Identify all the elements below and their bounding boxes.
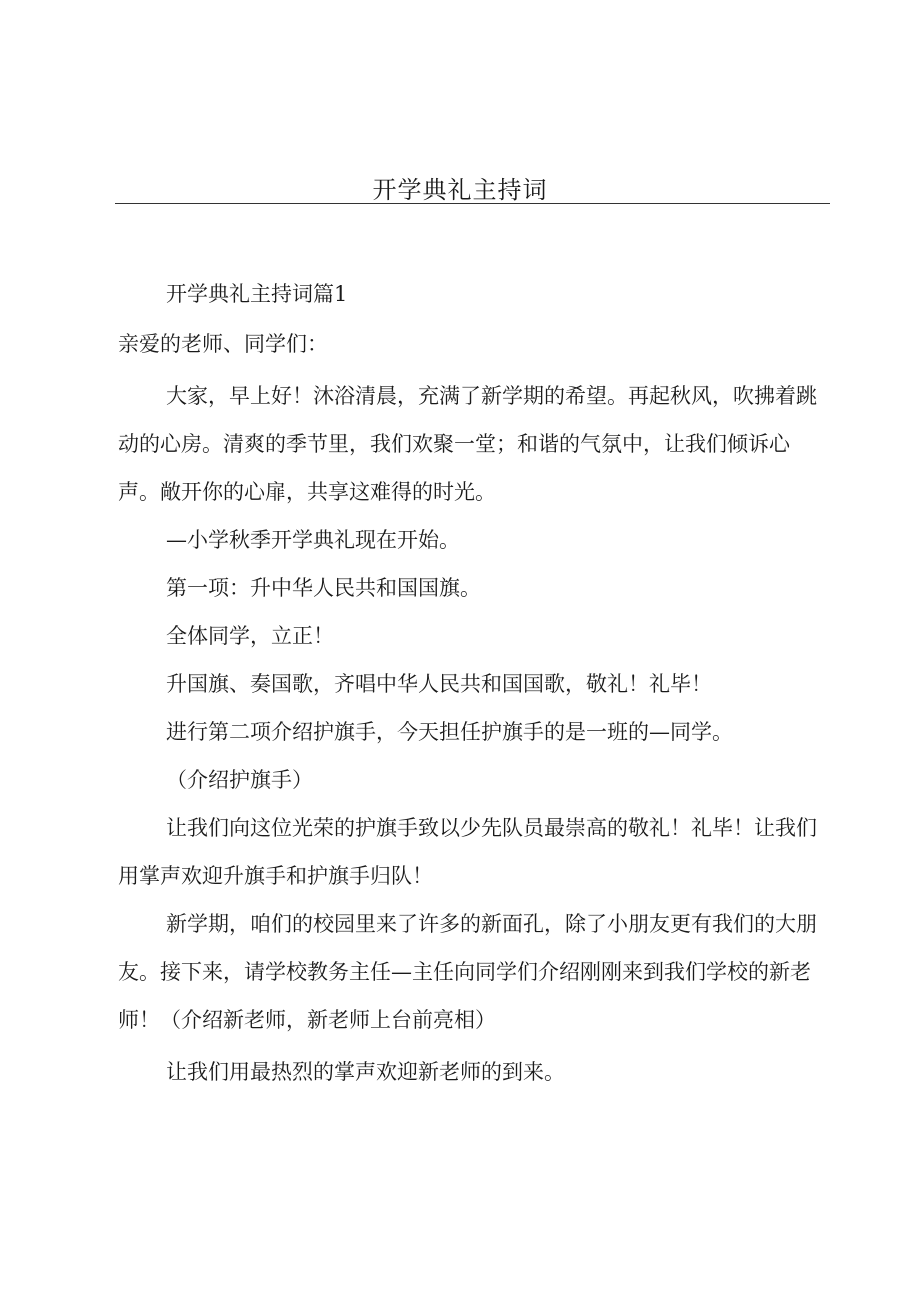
paragraph: 全体同学，立正！	[166, 624, 334, 648]
paragraph: 升国旗、奏国歌，齐唱中华人民共和国国歌，敬礼！礼毕！	[166, 672, 712, 696]
document-body	[118, 270, 830, 1096]
document-title: 开学典礼主持词	[372, 176, 548, 204]
salutation: 亲爱的老师、同学们：	[118, 332, 328, 356]
paragraph: （介绍护旗手）	[166, 768, 313, 792]
paragraph: 新学期，咱们的校园里来了许多的新面孔，除了小朋友更有我们的大朋友。接下来，请学校教务主任—主任向同学们介绍刚刚来到我们学校的新老师！（介绍新老师，新老师上台前亮相）	[118, 912, 817, 1032]
paragraph: 让我们向这位光荣的护旗手致以少先队员最崇高的敬礼！礼毕！让我们用掌声欢迎升旗手和护旗手归队！	[118, 816, 817, 888]
title-underline	[115, 203, 830, 204]
section-heading: 开学典礼主持词篇1	[166, 282, 348, 306]
paragraph: —小学秋季开学典礼现在开始。	[166, 528, 460, 552]
paragraph: 让我们用最热烈的掌声欢迎新老师的到来。	[166, 1060, 565, 1084]
paragraph: 大家，早上好！沐浴清晨，充满了新学期的希望。再起秋风，吹拂着跳动的心房。清爽的季节里，我们欢聚一堂；和谐的气氛中，让我们倾诉心声。敞开你的心扉，共享这难得的时光。	[118, 384, 817, 504]
paragraph: 进行第二项介绍护旗手，今天担任护旗手的是一班的—同学。	[166, 720, 733, 744]
paragraph: 第一项：升中华人民共和国国旗。	[166, 576, 481, 600]
